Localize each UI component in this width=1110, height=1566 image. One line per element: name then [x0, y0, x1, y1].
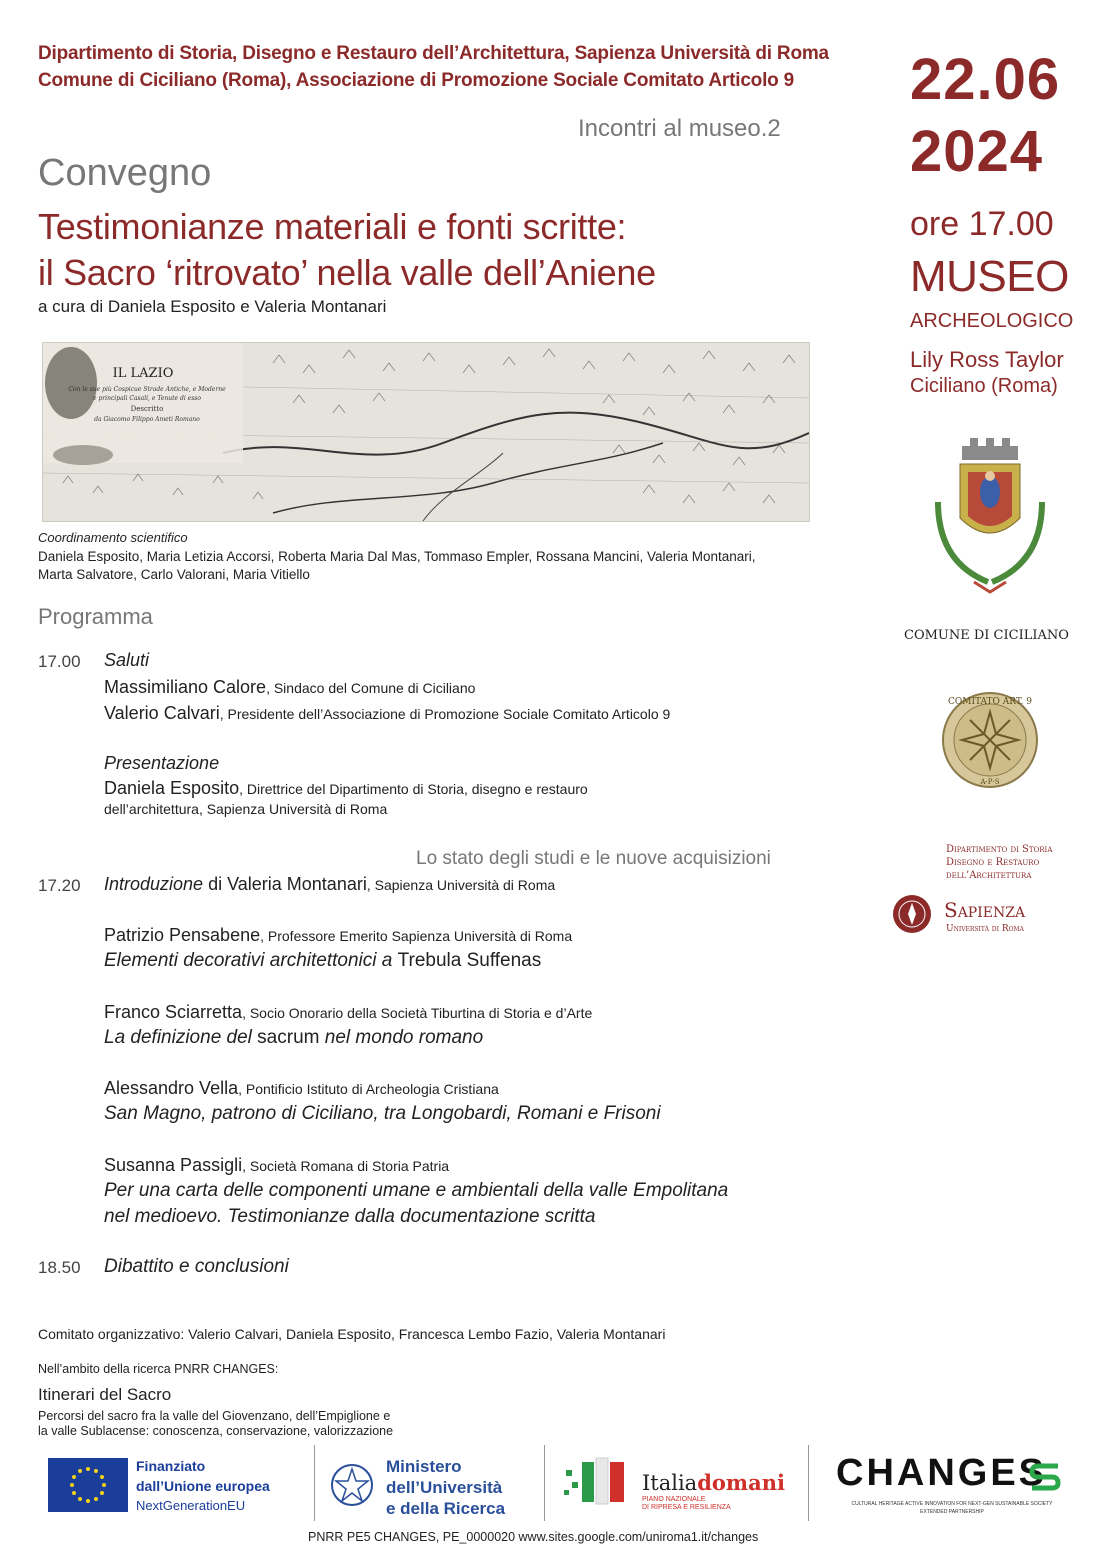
- date-day-month: 22.06: [910, 47, 1061, 112]
- venue-museo: MUSEO: [910, 252, 1069, 301]
- event-time: ore 17.00: [910, 205, 1054, 243]
- ministry-line-1: Ministero: [386, 1457, 462, 1476]
- sapienza-sub: Università di Roma: [946, 924, 1024, 934]
- changes-s-icon: [1028, 1460, 1062, 1494]
- footer-reference: PNRR PE5 CHANGES, PE_0000020 www.sites.google.com/uniroma1.it/changes: [308, 1530, 759, 1544]
- event-type: Convegno: [38, 152, 212, 194]
- talk-title-3: San Magno, patrono di Ciciliano, tra Longobardi, Romani e Frisoni: [104, 1103, 661, 1124]
- event-date: [910, 44, 1060, 188]
- speaker-vella: [104, 1078, 499, 1099]
- intro-role: , Sapienza Università di Roma: [366, 877, 556, 893]
- sapienza-icon: [892, 894, 932, 934]
- eu-line-2: dall’Unione europea: [136, 1478, 270, 1494]
- ministry-line-3: e della Ricerca: [386, 1499, 506, 1518]
- time-1850: 18.50: [38, 1258, 81, 1277]
- map-cartouche-sub2: e principali Casali, e Tenute di esso: [93, 395, 201, 402]
- pnrr-desc-2: la valle Sublacense: conoscenza, conservazione, valorizzazione: [38, 1424, 394, 1438]
- date-year: 2024: [910, 119, 1044, 184]
- pnrr-desc-1: Percorsi del sacro fra la valle del Giovenzano, dell’Empiglione e: [38, 1409, 391, 1423]
- saluti-label: Saluti: [104, 650, 150, 670]
- curated-by: a cura di Daniela Esposito e Valeria Montanari: [38, 297, 387, 316]
- ciciliano-crest-logo: [930, 432, 1050, 602]
- intro-speaker: di Valeria Montanari: [203, 874, 367, 894]
- map-cartouche-sub1: Con le sue più Cospicue Strade Antiche, e Moderne: [68, 386, 226, 393]
- talk-title-4b: nel medioevo. Testimonianze dalla documentazione scritta: [104, 1206, 596, 1227]
- ministry-text: [386, 1456, 505, 1519]
- venue-name: [910, 346, 1064, 400]
- speaker-role: , Socio Onorario della Società Tiburtina di Storia e d’Arte: [242, 1005, 593, 1021]
- organizing-committee: Comitato organizzativo: Valerio Calvari, Daniela Esposito, Francesca Lembo Fazio, Valeria Montanari: [38, 1326, 666, 1342]
- map-cartouche-sub3: Descritto: [130, 405, 164, 413]
- speaker-role: , Pontificio Istituto di Archeologia Cristiana: [238, 1081, 499, 1097]
- logo-divider: [808, 1445, 809, 1521]
- coordination-names-1: Daniela Esposito, Maria Letizia Accorsi, Roberta Maria Dal Mas, Tommaso Empler, Rossana Mancini, Valeria Montanari,: [38, 549, 756, 564]
- crest-icon: [930, 432, 1050, 602]
- venue-archeologico: ARCHEOLOGICO: [910, 310, 1074, 332]
- eu-line-1: Finanziato: [136, 1458, 206, 1474]
- seal-icon: [940, 690, 1040, 790]
- speaker-sciarretta: [104, 1002, 592, 1023]
- changes-subtitle: CULTURAL HERITAGE ACTIVE INNOVATION FOR NEXT-GEN SUSTAINABLE SOCIETY EXTENDED PARTNERSHIP: [851, 1501, 1053, 1515]
- map-cartouche-sub4: da Giacomo Filippo Ameti Romano: [94, 416, 200, 423]
- map-cartouche-title: IL LAZIO: [112, 366, 174, 381]
- speaker-role-cont: dell’architettura, Sapienza Università di Roma: [104, 801, 388, 817]
- speaker-role: , Società Romana di Storia Patria: [242, 1158, 450, 1174]
- coordination-heading: Coordinamento scientifico: [38, 530, 188, 545]
- ministry-line-2: dell’Università: [386, 1478, 503, 1497]
- ministry-emblem-icon: [328, 1460, 376, 1510]
- title-line-2: il Sacro ‘ritrovato’ nella valle dell’Aniene: [38, 252, 656, 293]
- presentazione-label: Presentazione: [104, 753, 220, 773]
- speaker-role: , Presidente dell’Associazione di Promozione Sociale Comitato Articolo 9: [219, 706, 671, 722]
- event-title: [38, 204, 656, 296]
- header-line-2: Comune di Ciciliano (Roma), Associazione di Promozione Sociale Comitato Articolo 9: [38, 70, 795, 91]
- logo-divider: [314, 1445, 315, 1521]
- historic-map-image: [42, 342, 810, 522]
- italia-domani-icon: [562, 1456, 636, 1506]
- closing-label: Dibattito e conclusioni: [104, 1256, 289, 1277]
- time-1700: 17.00: [38, 652, 81, 671]
- sapienza-name: Sapienza: [944, 898, 1026, 922]
- dip-line-2: Disegno e Restauro: [946, 857, 1040, 868]
- map-illustration: [43, 343, 809, 521]
- eu-flag-icon: [48, 1458, 128, 1512]
- logo-divider: [544, 1445, 545, 1521]
- eu-funding-text: [136, 1456, 270, 1516]
- seal-aps: A·P·S: [980, 778, 1000, 786]
- comitato-seal-logo: [940, 690, 1040, 790]
- talk-title-4a: Per una carta delle componenti umane e ambientali della valle Empolitana: [104, 1180, 729, 1201]
- time-1720: 17.20: [38, 876, 81, 895]
- speaker-role: , Direttrice del Dipartimento di Storia, disegno e restauro: [239, 781, 588, 797]
- talk-title-1: Elementi decorativi architettonici a Trebula Suffenas: [104, 950, 542, 971]
- organizers-header: [38, 40, 829, 94]
- title-line-1: Testimonianze materiali e fonti scritte:: [38, 206, 627, 247]
- speaker-calore: [104, 677, 475, 698]
- session-title: Lo stato degli studi e le nuove acquisizioni: [416, 848, 771, 869]
- speaker-name: Valerio Calvari: [104, 703, 220, 723]
- coordination-names-2: Marta Salvatore, Carlo Valorani, Maria Vitiello: [38, 567, 310, 582]
- speaker-pensabene: [104, 925, 572, 946]
- talk-title-2: La definizione del sacrum nel mondo romano: [104, 1027, 484, 1048]
- comune-label: COMUNE DI CICILIANO: [904, 628, 1069, 643]
- piano-nazionale-text: PIANO NAZIONALE DI RIPRESA E RESILIENZA: [642, 1496, 731, 1511]
- venue-name-2: Ciciliano (Roma): [910, 375, 1058, 397]
- speaker-name: Daniela Esposito: [104, 778, 240, 798]
- speaker-passigli: [104, 1155, 449, 1176]
- speaker-calvari: [104, 703, 670, 724]
- venue-name-1: Lily Ross Taylor: [910, 347, 1064, 372]
- dip-line-3: dell’Architettura: [946, 870, 1032, 881]
- dipartimento-logo-text: [946, 843, 1052, 882]
- seal-text: COMITATO ART. 9: [947, 697, 1033, 707]
- speaker-name: Massimiliano Calore: [104, 677, 267, 697]
- introduction: [104, 874, 555, 895]
- dip-line-1: Dipartimento di Storia: [946, 844, 1053, 855]
- header-line-1: Dipartimento di Storia, Disegno e Restauro dell’Architettura, Sapienza Università di Roma: [38, 43, 829, 64]
- pnrr-project-title: Itinerari del Sacro: [38, 1385, 172, 1404]
- pnrr-intro: Nell’ambito della ricerca PNRR CHANGES:: [38, 1362, 279, 1376]
- series-label: Incontri al museo.2: [578, 115, 781, 142]
- sapienza-emblem: [892, 894, 932, 934]
- speaker-esposito: [104, 778, 588, 799]
- speaker-name: Franco Sciarretta: [104, 1002, 243, 1022]
- coordination-names: [38, 548, 818, 584]
- intro-label: Introduzione: [104, 874, 204, 894]
- changes-logo-text: CHANGES: [836, 1452, 1048, 1494]
- italia-domani-text: Italiadomani: [642, 1470, 785, 1495]
- speaker-name: Alessandro Vella: [104, 1078, 239, 1098]
- speaker-role: , Professore Emerito Sapienza Università di Roma: [260, 928, 573, 944]
- speaker-role: , Sindaco del Comune di Ciciliano: [266, 680, 476, 696]
- speaker-name: Susanna Passigli: [104, 1155, 243, 1175]
- speaker-name: Patrizio Pensabene: [104, 925, 261, 945]
- programme-heading: Programma: [38, 604, 153, 629]
- eu-line-3: NextGenerationEU: [136, 1498, 246, 1513]
